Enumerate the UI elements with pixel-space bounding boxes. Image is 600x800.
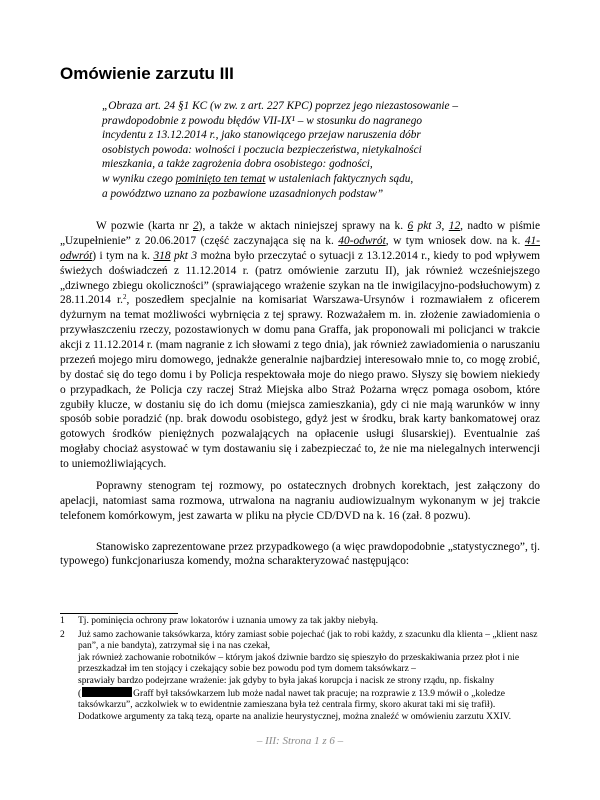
text: , poszedłem specjalnie na komisariat Warszawa-Ursynów i rozmawiałem z oficerem dyżurnym na temat możliwości wybrnięcia z tej sprawy. Rozważałem m. in. złożenie zawiadomienia o przywłaszczeniu rzeczy, pozostawionych w domu pana Graffa, jak proponowali mi policjanci w trakcie akcji z 11.12.2014 r. (mam nagranie z ich słowami z tego dnia), jak również zawiadomienia o naruszaniu przezeń mojego miru domowego, jednakże generalnie najbardziej interesowało mnie to, co mogę zrobić, by dostać się do tego domu i by Policja respektowała moje do niego prawo. Słyszy się bowiem niekiedy o przypadkach, że Policja czy raczej Straż Miejska albo Straż Pożarna wręcz pomaga osobom, które zgubiły klucze, w dostaniu się do ich domu (miejsca zamieszkania), gdy ci nie mają warunków w inny sposób sobie poradzić (np. brak dowodu osobistego, gdyż jest w środku, brak karty bankomatowej oraz gotowych środków pieniężnych pozwalających na opłacenie usługi ślusarskiej). Eventualnie zaś mogłaby chociaż asystować w tym dostawaniu się i zabezpieczać to, że nie ma nielegalnych interwencji to uniemożliwiających. [60,294,540,470]
text: , nadto w piśmie „Uzupełnienie” z 20.06.2017 (część zaczynająca się na k. [60,220,541,247]
footnote-line: jak również zachowanie robotników – którym jakoś dziwnie bardzo się spieszyło do przeskakiwania przez płot i nie przeszkadzał im ten stojący i czekający sobie bez powodu pod tym domem taksówkarz – [78,652,520,675]
quote-link[interactable]: pominięto ten temat [175,172,266,185]
footnote-text [78,630,540,723]
text: W pozwie (karta nr [96,220,193,232]
redaction-block [82,687,132,697]
paragraph-2: Poprawny stenogram tej rozmowy, po ostatecznych drobnych korektach, jest załączony do apelacji, natomiast sama rozmowa, utrwalona na nagraniu audiowizualnym wykonanym w jej trakcie telefonem komórkowym, jest zawarta w pliku na płycie CD/DVD na k. 16 (zał. 8 pozwu). [60,479,540,522]
text: ( [78,689,82,700]
text: Graff był taksówkarzem lub może nadal nawet tak pracuje; na rozprawie z 13.9 mówił o „koledze taksówkarzu”, aczkolwiek w to ewidentnie zamieszana była też centrala firmy, skoro akurat taki mi się trafił). [78,689,505,711]
footnote-line: Dodatkowe argumenty za taką tezą, oparte na analizie heurystycznej, można znaleźć w omówieniu zarzutu XXIV. [78,711,512,722]
footnote-text: Tj. pominięcia ochrony praw lokatorów i uznania umowy za tak jakby niebyłą. [78,616,378,626]
page-title: Omówienie zarzutu III [60,64,234,83]
footnote-line: Już samo zachowanie taksówkarza, który zamiast sobie pojechać (jak to robi każdy, z szacunku dla klienta – „klient nasz pan”, a nie bandyta), zatrzymał się i na nas czekał, [78,630,538,652]
text: ), a także w aktach niniejszej sprawy na k. [198,220,408,232]
footnote-number: 1 [60,616,65,626]
charge-quote [102,99,498,201]
file-reference-link[interactable]: 12 [448,220,461,232]
text: pkt 3 [170,249,198,262]
quote-line: incydentu z 13.12.2014 r., jako stanowiącego przejaw naruszenia dóbr [102,129,421,142]
quote-line: „Obraza art. 24 §1 KC (w zw. z art. 227 KPC) poprzez jego niezastosowanie – [102,100,458,112]
document-body [60,219,540,569]
quote-line: mieszkania, a także zagrożenia dobra osobistego: godności, [102,158,373,171]
footnote-line: sprawiały bardzo podejrzane wrażenie: jak gdyby to była jakaś korupcja i nacisk ze strony rządu, np. fiskalny [78,675,495,686]
page-footer: – III: Strona 1 z 6 – [256,735,344,747]
paragraph-1 [60,219,540,472]
file-reference-link[interactable]: 40-odwrót [338,234,386,247]
text: ) i tym na k. [92,249,154,262]
quote-text: w wyniku czego [102,172,176,185]
footnote-1 [60,616,540,627]
text: można było przeczytać o sytuacji z 13.12.2014 r., kiedy to pod wpływem świeżych doświadczeń z 11.12.2014 r. (patrz omówienie zarzutu II), jak również wcześniejszego „dziwnego zbiegu okoliczności” (sprawiającego wrażenie szykan na tle inwigilacyjno-podsłuchowym) z 28.11.2014 r. [60,249,540,307]
text: , w tym wniosek dow. na k. [385,234,525,247]
quote-text: w ustaleniach faktycznych sądu, [265,172,414,185]
file-reference-link[interactable]: 6 [407,220,414,232]
quote-line: osobistych powoda: wolności i poczucia bezpieczeństwa, nietykalności [102,143,422,156]
footnote-ref[interactable]: 2 [122,293,127,302]
quote-line [102,172,498,187]
footnote-separator [60,613,178,614]
text: pkt 3 [413,220,442,232]
paragraph-3: Stanowisko zaprezentowane przez przypadkowego (a więc prawdopodobnie „statystycznego”, tj. typowego) funkcjonariusza komendy, można scharakteryzować następująco: [60,540,540,568]
quote-line: prawdopodobnie z powodu błędów VII-IX¹ – w stosunku do nagranego [102,114,422,127]
text: , [441,220,449,232]
footnote-2 [60,630,540,723]
footnote-line [78,687,540,712]
file-reference-link[interactable]: 41-odwrót [60,234,541,262]
file-reference-link[interactable]: 318 [153,249,171,262]
file-reference-link[interactable]: 2 [192,220,199,232]
footnote-number: 2 [60,630,65,640]
quote-line: a powództwo uznano za pozbawione uzasadnionych podstaw” [102,187,384,200]
